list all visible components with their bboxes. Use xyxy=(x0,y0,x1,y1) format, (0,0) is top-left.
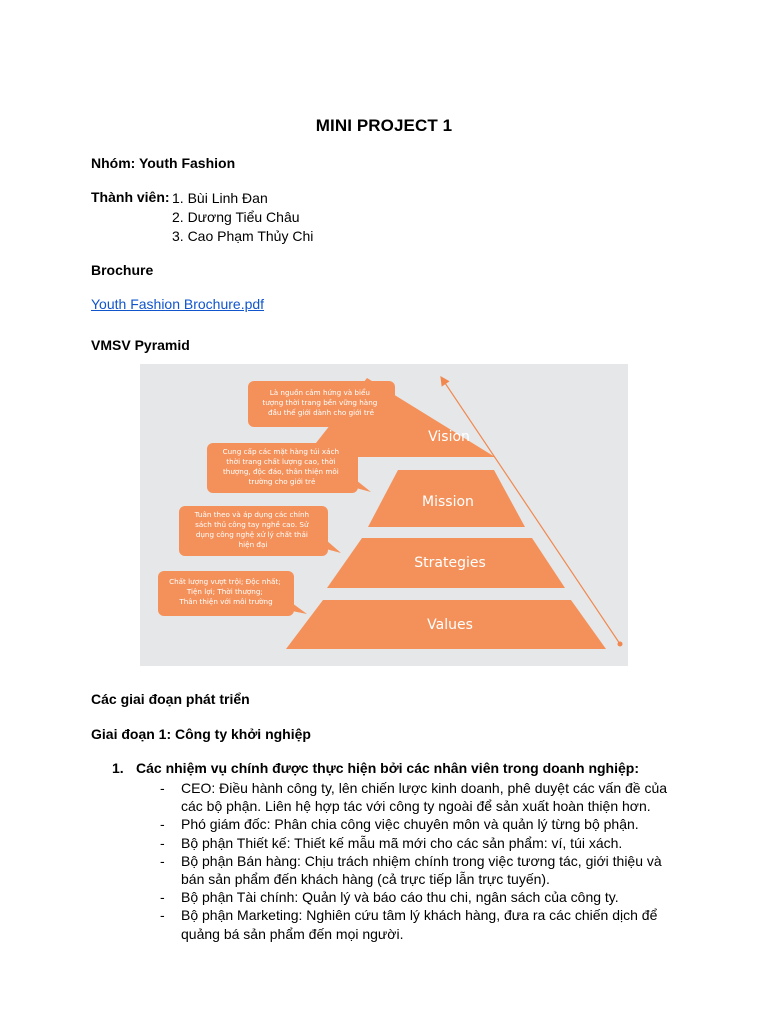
list-item-text: Bộ phận Thiết kế: Thiết kế mẫu mã mới cho các sản phẩm: ví, túi xách. xyxy=(181,834,623,851)
list-item-text: Phó giám đốc: Phân chia công việc chuyên môn và quản lý từng bộ phận. xyxy=(181,816,639,833)
list-item xyxy=(160,779,680,815)
tasks-list-heading xyxy=(112,760,639,776)
speech-bubble-vision xyxy=(248,381,408,427)
vmsv-pyramid-figure xyxy=(140,364,628,666)
member-item: 2. Dương Tiểu Châu xyxy=(172,209,300,225)
pyramid-heading: VMSV Pyramid xyxy=(91,337,190,353)
member-item: 3. Cao Phạm Thủy Chi xyxy=(172,228,314,244)
speech-bubble-values xyxy=(158,571,307,616)
list-item xyxy=(160,815,680,833)
bubble-line: Tiện lợi; Thời thượng; xyxy=(186,587,263,596)
svg-text:Là nguồn cảm hứng và biểu xyxy=(262,388,379,417)
bubble-line: dụng công nghệ xử lý chất thải xyxy=(195,530,308,539)
bubble-line: đầu thế giới dành cho giới trẻ xyxy=(267,408,375,417)
stages-heading: Các giai đoạn phát triển xyxy=(91,691,250,707)
list-number: 1. xyxy=(112,760,124,776)
group-name: Nhóm: Youth Fashion xyxy=(91,155,236,171)
pyramid-level-vision-label: Vision xyxy=(428,429,470,445)
bubble-line: Chất lượng vượt trội; Độc nhất; xyxy=(169,577,281,586)
stage1-heading: Giai đoạn 1: Công ty khởi nghiệp xyxy=(91,726,311,742)
bubble-line: thượng, độc đáo, thân thiện môi xyxy=(222,467,339,476)
list-heading-text: Các nhiệm vụ chính được thực hiện bởi các nhân viên trong doanh nghiệp: xyxy=(136,760,640,776)
pyramid-level-values-label: Values xyxy=(427,617,473,633)
list-item-text: CEO: Điều hành công ty, lên chiến lược kinh doanh, phê duyệt các vấn đề của các bộ phận. Liên hệ hợp tác với công ty ngoài để sản xuất hoàn thiện hơn. xyxy=(181,780,668,815)
bubble-line: Là nguồn cảm hứng và biểu xyxy=(269,388,370,397)
list-item xyxy=(160,906,680,942)
pyramid-svg xyxy=(140,364,628,666)
bubble-line: Cung cấp các mặt hàng túi xách xyxy=(222,447,340,456)
bubble-line: Thân thiện với môi trường xyxy=(179,597,273,606)
bullet-dash: - xyxy=(160,834,165,851)
speech-bubble-strategies xyxy=(179,506,341,556)
bubble-line: tượng thời trang bền vững hàng xyxy=(262,398,378,407)
bullet-dash: - xyxy=(160,907,165,924)
list-item-text: Bộ phận Bán hàng: Chịu trách nhiệm chính trong việc tương tác, giới thiệu và bán sản phẩm đến khách hàng (cả trực tiếp lẫn trực tuyến). xyxy=(181,852,662,888)
bubble-line: hiện đại xyxy=(238,540,268,549)
list-item-text: Bộ phận Tài chính: Quản lý và báo cáo thu chi, ngân sách của công ty. xyxy=(181,889,619,906)
members-label: Thành viên: xyxy=(91,189,170,205)
pyramid-level-mission-label: Mission xyxy=(422,494,474,510)
tasks-bullet-list xyxy=(160,779,680,943)
speech-bubble-mission xyxy=(207,443,371,493)
members-list xyxy=(172,189,313,246)
bullet-dash: - xyxy=(160,852,165,869)
brochure-heading: Brochure xyxy=(91,262,154,278)
brochure-link[interactable]: Youth Fashion Brochure.pdf xyxy=(91,296,265,312)
bullet-dash: - xyxy=(160,889,165,906)
bullet-dash: - xyxy=(160,780,165,796)
list-item xyxy=(160,834,680,852)
bubble-line: sách thủ công tay nghề cao. Sử xyxy=(195,520,309,529)
pyramid-arrow-tail xyxy=(618,642,623,647)
bubble-line: Tuân theo và áp dụng các chính xyxy=(194,510,310,519)
list-item-text: Bộ phận Marketing: Nghiên cứu tâm lý khách hàng, đưa ra các chiến dịch để quảng bá sản phẩm đến mọi người. xyxy=(181,907,658,942)
list-item xyxy=(160,852,680,888)
bubble-line: thời trang chất lượng cao, thời xyxy=(226,457,336,466)
pyramid-level-strategies-label: Strategies xyxy=(414,555,486,571)
bubble-line: trường cho giới trẻ xyxy=(248,477,316,486)
member-item: 1. Bùi Linh Đan xyxy=(172,190,268,206)
document-title: MINI PROJECT 1 xyxy=(315,116,453,135)
bullet-dash: - xyxy=(160,816,165,833)
list-item xyxy=(160,888,680,906)
